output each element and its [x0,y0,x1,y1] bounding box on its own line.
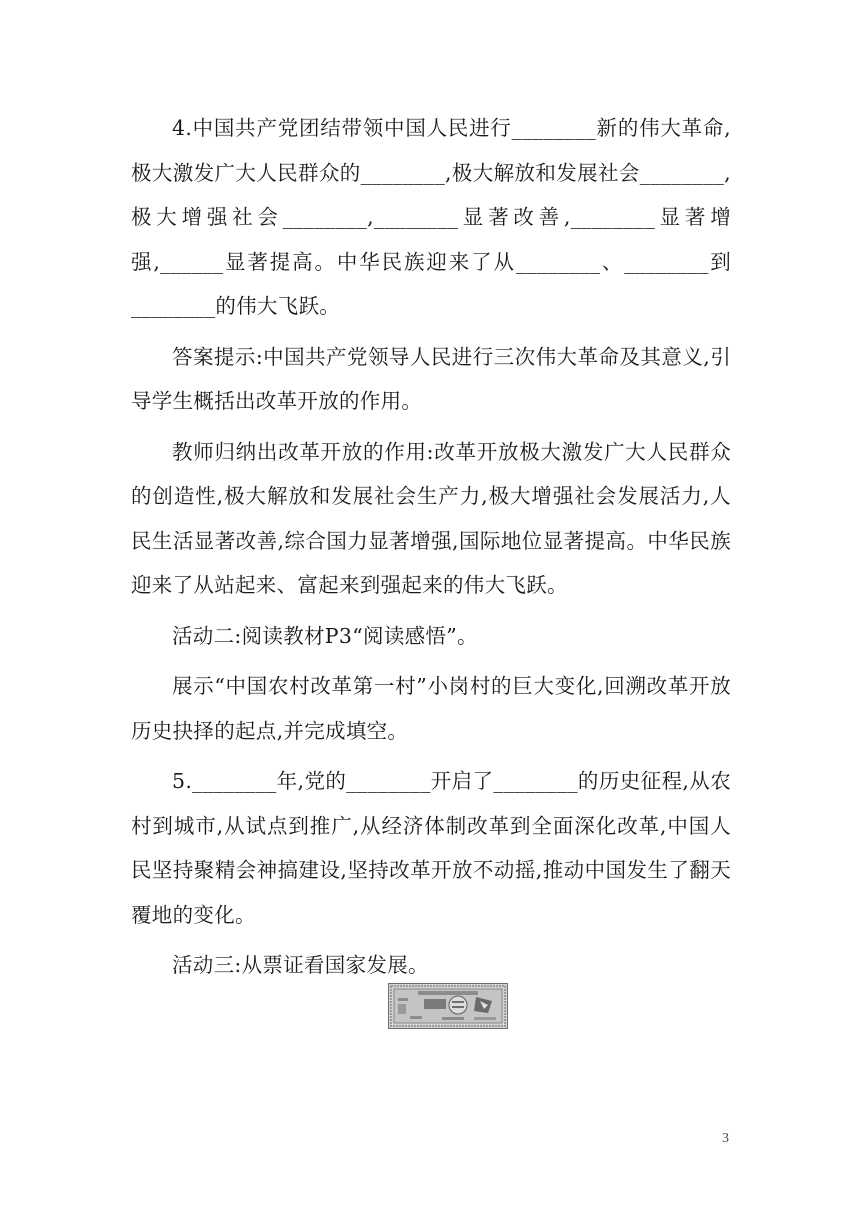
paragraph-teacher-summary: 教师归纳出改革开放的作用:改革开放极大激发广大人民群众的创造性,极大解放和发展社会生产力,极大增强社会发展活力,人民生活显著改善,综合国力显著增强,国际地位显著提高。中华民族迎来了从站起来、富起来到强起来的伟大飞跃。 [131,439,731,597]
paragraph-answer-hint: 答案提示:中国共产党领导人民进行三次伟大革命及其意义,引导学生概括出改革开放的作用。 [131,344,731,413]
ration-ticket-image [388,983,508,1029]
ration-ticket-icon [388,983,508,1029]
paragraph-activity-3: 活动三:从票证看国家发展。 [172,953,429,977]
paragraph-question-4: 4.中国共产党团结带领中国人民进行________新的伟大革命,极大激发广大人民群众的________,极大解放和发展社会________,极大增强社会________,________显著改善,________显著增强,______显著提高。中华民族迎来了从________、________到________的伟大飞跃。 [131,116,731,318]
paragraph-activity-2: 活动二:阅读教材P3“阅读感悟”。 [172,623,478,648]
paragraph-question-5: 5.________年,党的________开启了________的历史征程,从农村到城市,从试点到推广,从经济体制改革到全面深化改革,中国人民坚持聚精会神搞建设,坚持改革开放不动摇,推动中国发生了翻天覆地的变化。 [131,769,731,927]
document-body [131,106,731,994]
paragraph-xiaogang-village: 展示“中国农村改革第一村”小岗村的巨大变化,回溯改革开放历史抉择的起点,并完成填空。 [131,674,731,743]
page-number: 3 [722,1131,729,1146]
